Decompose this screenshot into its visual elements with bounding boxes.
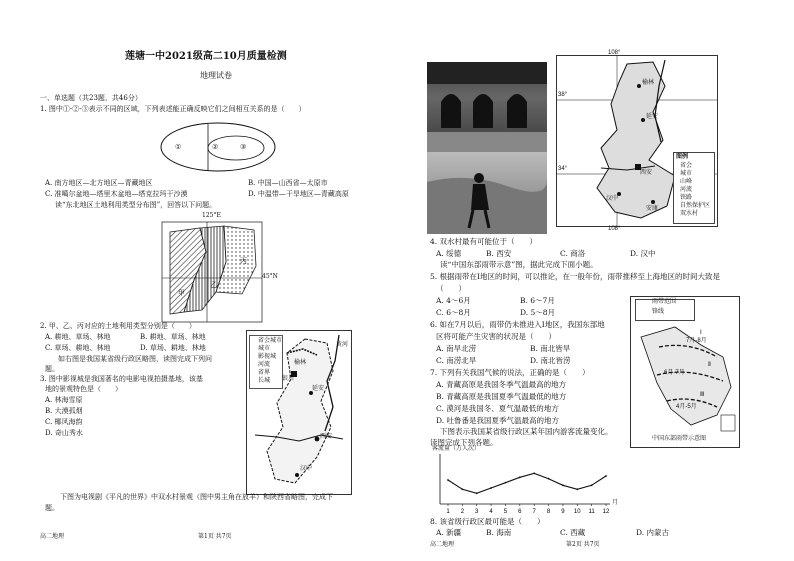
province-place-hanzhong: 汉中 <box>300 466 313 472</box>
ellipse-label-2: ② <box>212 143 219 151</box>
q2-option-c: C. 草场、耕地、林地 <box>45 344 111 352</box>
q3-option-d: D. 奇山秀水 <box>45 429 83 437</box>
q3-stem-line2: 地的景观特色是（ ） <box>45 385 122 393</box>
chart-x-tick-label: 2 <box>460 509 465 515</box>
shaanxi-legend-peak: 山峰 <box>680 179 693 185</box>
chart-data-point <box>505 482 507 484</box>
chart-intro-line2: 读图完成下列各题。 <box>430 438 498 447</box>
rainbelt-caption: 中国东部雨带示意图 <box>652 436 707 442</box>
q1-option-d: D. 中温带—干旱地区—青藏高原 <box>248 190 349 198</box>
q5-option-c: C. 6～8月 <box>436 308 471 317</box>
map1-intro: 读“东北地区土地利用类型分布图”，回答以下问题。 <box>55 201 217 209</box>
province-place-yanan: 延安 <box>312 386 325 392</box>
q2-option-a: A. 耕地、草场、林地 <box>45 333 111 341</box>
rainbelt-zone-1: Ⅰ <box>700 330 702 336</box>
shaanxi-lon-top: 108° <box>608 50 621 56</box>
province-place-yinchuan: 银川 <box>282 376 295 382</box>
q4-option-d: D. 汉中 <box>630 249 656 258</box>
q4-option-b: B. 西安 <box>486 249 512 258</box>
rainbelt-map <box>630 296 740 448</box>
chart-x-tick-label: 12 <box>602 509 610 515</box>
q8-stem: 8. 该省级行政区最可能是（ ） <box>430 517 545 526</box>
shepherd-photo <box>427 152 547 234</box>
province-legend-wall: 长城 <box>258 378 271 384</box>
chart-x-tick-label: 10 <box>573 509 581 515</box>
q4-option-a: A. 绥德 <box>436 249 462 258</box>
rainbelt-legend-front: 锋线 <box>652 309 665 315</box>
province-legend-border: 省界 <box>258 370 271 376</box>
q1-stem: 1. 图中①-②-③表示不同的区域，下列表述能正确反映它们之间相互关系的是（ ） <box>40 105 306 113</box>
chart-x-tick-label: 6 <box>518 509 522 515</box>
shaanxi-place-yanan: 延安 <box>646 114 659 120</box>
rainbelt-period-jun-jul: 6月-7月 <box>664 370 685 376</box>
map1-zone-bing: 丙 <box>240 257 247 265</box>
map2-intro-line2: 题。 <box>45 365 59 373</box>
chart-intro-line1: 下图表示我国某省级行政区某年国内游客流量变化。 <box>440 427 613 436</box>
chart-data-point <box>576 488 578 490</box>
q2-option-d: D. 草场、耕地、林地 <box>140 344 206 352</box>
chart-data-point <box>591 484 593 486</box>
rainbelt-zone-2: Ⅱ <box>708 362 711 368</box>
chart-data-point <box>519 476 521 478</box>
section-heading: 一、单选题（共23题，共46分） <box>40 94 142 102</box>
shaanxi-legend-village: 双水村 <box>680 211 699 217</box>
chart-x-tick-label: 9 <box>561 509 565 515</box>
chart-x-tick-label: 1 <box>446 509 450 515</box>
map1-zone-yi: 乙 <box>210 281 217 289</box>
map1-longitude: 125°E <box>202 212 221 219</box>
q8-option-a: A. 新疆 <box>436 528 462 537</box>
chart-x-tick-label: 4 <box>489 509 493 515</box>
chart-x-tick-label: 11 <box>588 509 595 515</box>
q7-option-a: A. 青藏高原是我国冬季气温最高的地方 <box>436 380 567 389</box>
q6-stem: 6. 如在7月以后，雨带仍未推进入Ⅰ地区，我国东部地 <box>430 320 605 329</box>
province-place-huanghe: 黄河 <box>336 342 349 348</box>
ellipse-label-3: ③ <box>240 143 247 151</box>
right-footer-subject: 高二地理 <box>430 541 455 548</box>
q1-option-c: C. 准噶尔盆地—塔里木盆地—塔克拉玛干沙漠 <box>45 190 188 198</box>
ellipse-label-1: ① <box>175 143 182 151</box>
right-footer-page: 第2页 共7页 <box>566 541 600 548</box>
q6-stem-line2: 区将可能产生灾害的状况是（ ） <box>436 332 556 341</box>
q5-option-a: A. 4～6月 <box>436 296 471 305</box>
shaanxi-place-xian: 西安 <box>640 170 653 176</box>
province-legend-city: 城市 <box>258 346 271 352</box>
q2-option-b: B. 耕地、草场、林地 <box>140 333 206 341</box>
photo-intro-line1: 下图为电视剧《平凡的世界》中双水村景观（图中男主角在放羊）和陕西省略图，完成下 <box>60 493 333 501</box>
chart-series-line <box>448 473 606 493</box>
photo-intro-line2: 题。 <box>45 504 59 512</box>
shaanxi-legend-city: 城市 <box>680 171 693 177</box>
q8-option-b: B. 海南 <box>486 528 512 537</box>
chart-data-point <box>461 488 463 490</box>
q7-stem: 7. 下列有关我国气候的说法，正确的是（ ） <box>430 368 590 377</box>
shaanxi-lon-bottom: 108° <box>608 226 621 232</box>
chart-data-point <box>490 487 492 489</box>
rainbelt-period-apr-may: 4月-5月 <box>676 404 697 410</box>
q2-stem: 2. 甲、乙、丙对应的土地利用类型分别是（ ） <box>40 322 196 330</box>
shaanxi-legend-river: 河流 <box>680 187 693 193</box>
shaanxi-place-yulin: 榆林 <box>642 80 655 86</box>
shaanxi-place-ankang: 安康 <box>646 206 659 212</box>
chart-data-point <box>476 492 478 494</box>
exam-subtitle: 地理试卷 <box>200 71 232 80</box>
q6-option-a: A. 南旱北涝 <box>436 344 477 353</box>
q7-option-c: C. 漠河是我国冬、夏气温最低的地方 <box>436 404 559 413</box>
chart-ylabel: 客流量（万人次） <box>432 446 481 452</box>
village-cave-photo <box>427 62 547 152</box>
shaanxi-lat-34: 34° <box>558 166 568 172</box>
chart-data-point <box>605 475 607 477</box>
chart-x-tick-label: 8 <box>546 509 551 515</box>
chart-data-point <box>548 478 550 480</box>
left-footer-page: 第1页 共7页 <box>198 533 232 540</box>
q5-stem: 5. 根据雨带在Ⅰ地区的时间，可以推论，在一般年份，雨带推移至上海地区的时间大致是 <box>430 272 721 281</box>
province-legend-capital: 省会城市 <box>258 338 283 344</box>
chart-x-tick-label: 3 <box>475 509 479 515</box>
map4-intro: 读“中国东部雨带示意”图，据此完成下面小题。 <box>440 260 598 269</box>
chart-xlabel: 月 <box>612 500 619 506</box>
province-legend-river: 河流 <box>258 362 271 368</box>
q5-option-b: B. 6～7月 <box>520 296 555 305</box>
northeast-landuse-map <box>162 222 262 322</box>
shaanxi-legend-rail: 铁路 <box>680 195 693 201</box>
q4-stem: 4. 双水村最有可能位于（ ） <box>430 237 538 246</box>
shaanxi-place-hanzhong: 汉中 <box>606 196 619 202</box>
chart-data-point <box>447 479 449 481</box>
q6-option-b: B. 南北皆旱 <box>530 344 571 353</box>
q8-option-c: C. 西藏 <box>560 528 586 537</box>
left-footer-subject: 高二地理 <box>40 533 65 540</box>
shaanxi-map <box>556 55 718 227</box>
q1-option-a: A. 南方地区—北方地区—青藏地区 <box>45 179 153 187</box>
rainbelt-period-jul-aug: 7月-8月 <box>686 338 707 344</box>
province-legend-studio: 影视城 <box>258 354 277 360</box>
q3-option-b: B. 大漠孤烟 <box>45 407 83 415</box>
chart-x-tick-label: 7 <box>532 509 536 515</box>
exam-title: 莲塘一中2021级高二10月质量检测 <box>125 51 287 62</box>
rainbelt-legend-range: 雨带范围 <box>652 299 677 305</box>
shaanxi-legend-title: 图例 <box>676 154 689 160</box>
q7-option-b: B. 青藏高原是我国夏季气温最低的地方 <box>436 392 567 401</box>
q3-option-c: C. 椰风海韵 <box>45 418 83 426</box>
chart-data-point <box>533 472 535 474</box>
chart-data-point <box>562 484 564 486</box>
q6-option-c: C. 南涝北旱 <box>436 356 477 365</box>
map1-latitude: 45°N <box>262 273 278 280</box>
rainbelt-zone-3: Ⅲ <box>700 392 705 398</box>
q3-option-a: A. 林海雪原 <box>45 396 83 404</box>
shaanxi-legend-capital: 省会 <box>680 163 693 169</box>
q3-stem: 3. 图中影视城是我国著名的电影电视拍摄基地，该基 <box>40 375 203 383</box>
q6-option-d: D. 南北皆涝 <box>530 356 571 365</box>
q1-option-b: B. 中国—山西省—太原市 <box>248 179 328 187</box>
shaanxi-lat-38: 38° <box>558 92 568 98</box>
chart-x-tick-label: 5 <box>503 509 508 515</box>
tourist-flow-chart <box>420 452 620 516</box>
province-place-yulin: 榆林 <box>294 360 307 366</box>
province-place-xian: 西安 <box>320 434 333 440</box>
map1-zone-jia: 甲 <box>178 289 185 297</box>
q8-option-d: D. 内蒙古 <box>636 528 670 537</box>
shaanxi-legend-reserve: 自然保护区 <box>680 203 711 209</box>
q4-option-c: C. 商洛 <box>560 249 586 258</box>
q7-option-d: D. 吐鲁番是我国夏季气温最高的地方 <box>436 416 560 425</box>
map2-intro-line1: 如右图是我国某省级行政区略图，读图完成下列问 <box>58 355 212 363</box>
q5-option-d: D. 5～8月 <box>520 308 556 317</box>
q5-stem-line2: （ ） <box>436 284 466 293</box>
